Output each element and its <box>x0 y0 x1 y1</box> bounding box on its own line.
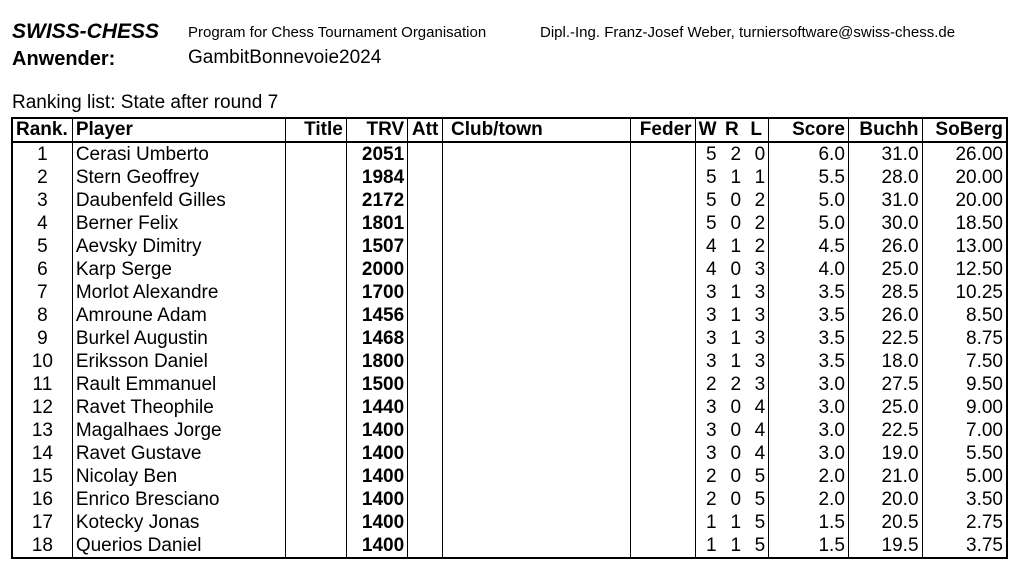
att-cell <box>408 258 443 281</box>
losses-cell: 3 <box>744 373 769 396</box>
ranking-table <box>11 117 1008 559</box>
col-header-rank: Rank. <box>12 118 72 142</box>
table-row <box>12 212 1007 235</box>
club-cell <box>442 511 630 534</box>
draws-cell: 2 <box>730 144 742 165</box>
losses-cell: 5 <box>744 488 769 511</box>
score-cell: 5.5 <box>769 166 849 189</box>
draws-cell: 1 <box>730 351 742 372</box>
score-cell: 3.0 <box>769 396 849 419</box>
score-cell: 1.5 <box>769 511 849 534</box>
score-cell: 2.0 <box>769 465 849 488</box>
buchholz-cell: 26.0 <box>848 304 922 327</box>
club-cell <box>442 189 630 212</box>
score-cell: 4.0 <box>769 258 849 281</box>
trv-cell: 1400 <box>346 534 407 558</box>
club-cell <box>442 235 630 258</box>
table-row <box>12 350 1007 373</box>
rank-cell: 4 <box>12 212 72 235</box>
wins-cell: 3 <box>695 304 720 327</box>
club-cell <box>442 142 630 166</box>
table-row <box>12 396 1007 419</box>
trv-cell: 1456 <box>346 304 407 327</box>
player-cell: Rault Emmanuel <box>72 373 285 396</box>
program-description: Program for Chess Tournament Organisation <box>188 24 487 41</box>
score-cell: 2.0 <box>769 488 849 511</box>
draws-cell: 0 <box>730 397 742 418</box>
trv-cell: 1400 <box>346 442 407 465</box>
draws-cell: 2 <box>730 374 742 395</box>
sonneborn-berger-cell: 20.00 <box>922 166 1007 189</box>
feder-cell <box>631 488 695 511</box>
club-cell <box>442 373 630 396</box>
sonneborn-berger-cell: 20.00 <box>922 189 1007 212</box>
losses-cell: 3 <box>744 304 769 327</box>
att-cell <box>408 327 443 350</box>
sonneborn-berger-cell: 7.00 <box>922 419 1007 442</box>
rank-cell: 1 <box>12 142 72 166</box>
club-cell <box>442 419 630 442</box>
wins-cell: 5 <box>695 166 720 189</box>
losses-cell: 4 <box>744 442 769 465</box>
losses-cell: 3 <box>744 258 769 281</box>
ranking-subtitle: Ranking list: State after round 7 <box>12 92 279 113</box>
losses-cell: 0 <box>744 142 769 166</box>
rank-cell: 17 <box>12 511 72 534</box>
table-row <box>12 327 1007 350</box>
draws-cell: 1 <box>730 328 742 349</box>
club-cell <box>442 258 630 281</box>
col-header-l: L <box>744 118 769 142</box>
buchholz-cell: 26.0 <box>848 235 922 258</box>
att-cell <box>408 465 443 488</box>
score-cell: 6.0 <box>769 142 849 166</box>
draws-cell: 0 <box>730 190 742 211</box>
draws-cell: 1 <box>730 282 742 303</box>
table-row <box>12 142 1007 166</box>
att-cell <box>408 304 443 327</box>
table-row <box>12 511 1007 534</box>
title-cell <box>285 442 346 465</box>
losses-cell: 5 <box>744 511 769 534</box>
col-header-soberg: SoBerg <box>922 118 1007 142</box>
title-cell <box>285 373 346 396</box>
table-row <box>12 235 1007 258</box>
losses-cell: 3 <box>744 327 769 350</box>
col-header-att: Att <box>408 118 443 142</box>
feder-cell <box>631 166 695 189</box>
buchholz-cell: 22.5 <box>848 327 922 350</box>
feder-cell <box>631 465 695 488</box>
title-cell <box>285 142 346 166</box>
score-cell: 3.0 <box>769 373 849 396</box>
feder-cell <box>631 189 695 212</box>
att-cell <box>408 350 443 373</box>
wins-cell: 4 <box>695 258 720 281</box>
draws-cell: 1 <box>730 305 742 326</box>
rank-cell: 11 <box>12 373 72 396</box>
att-cell <box>408 534 443 558</box>
title-cell <box>285 350 346 373</box>
sonneborn-berger-cell: 3.75 <box>922 534 1007 558</box>
att-cell <box>408 281 443 304</box>
col-header-player: Player <box>72 118 285 142</box>
draws-cell: 1 <box>730 167 742 188</box>
sonneborn-berger-cell: 9.00 <box>922 396 1007 419</box>
trv-cell: 1700 <box>346 281 407 304</box>
feder-cell <box>631 511 695 534</box>
trv-cell: 1400 <box>346 488 407 511</box>
rank-cell: 15 <box>12 465 72 488</box>
att-cell <box>408 142 443 166</box>
buchholz-cell: 28.0 <box>848 166 922 189</box>
title-cell <box>285 534 346 558</box>
title-cell <box>285 212 346 235</box>
draws-cell: 0 <box>730 443 742 464</box>
title-cell <box>285 281 346 304</box>
trv-cell: 1400 <box>346 465 407 488</box>
wins-cell: 5 <box>695 189 720 212</box>
col-header-r: R <box>720 118 745 142</box>
rank-cell: 18 <box>12 534 72 558</box>
sonneborn-berger-cell: 10.25 <box>922 281 1007 304</box>
club-cell <box>442 442 630 465</box>
player-cell: Nicolay Ben <box>72 465 285 488</box>
app-title: SWISS-CHESS <box>12 20 160 43</box>
buchholz-cell: 31.0 <box>848 142 922 166</box>
wins-cell: 3 <box>695 327 720 350</box>
rank-cell: 5 <box>12 235 72 258</box>
buchholz-cell: 18.0 <box>848 350 922 373</box>
title-cell <box>285 465 346 488</box>
sonneborn-berger-cell: 12.50 <box>922 258 1007 281</box>
draws-cell: 0 <box>730 259 742 280</box>
score-cell: 3.5 <box>769 304 849 327</box>
feder-cell <box>631 534 695 558</box>
wins-cell: 3 <box>695 350 720 373</box>
col-header-title: Title <box>285 118 346 142</box>
losses-cell: 4 <box>744 396 769 419</box>
sonneborn-berger-cell: 18.50 <box>922 212 1007 235</box>
score-cell: 3.0 <box>769 442 849 465</box>
rank-cell: 8 <box>12 304 72 327</box>
col-header-feder: Feder <box>631 118 695 142</box>
buchholz-cell: 27.5 <box>848 373 922 396</box>
buchholz-cell: 30.0 <box>848 212 922 235</box>
att-cell <box>408 419 443 442</box>
wins-cell: 5 <box>695 142 720 166</box>
club-cell <box>442 396 630 419</box>
buchholz-cell: 31.0 <box>848 189 922 212</box>
trv-cell: 2000 <box>346 258 407 281</box>
losses-cell: 5 <box>744 534 769 558</box>
att-cell <box>408 511 443 534</box>
wins-cell: 5 <box>695 212 720 235</box>
draws-cell: 0 <box>730 489 742 510</box>
header-row <box>12 118 1007 142</box>
draws-cell: 1 <box>720 534 745 558</box>
feder-cell <box>631 142 695 166</box>
club-cell <box>442 350 630 373</box>
player-cell: Aevsky Dimitry <box>72 235 285 258</box>
att-cell <box>408 166 443 189</box>
buchholz-cell: 25.0 <box>848 396 922 419</box>
rank-cell: 14 <box>12 442 72 465</box>
player-cell: Daubenfeld Gilles <box>72 189 285 212</box>
player-cell: Burkel Augustin <box>72 327 285 350</box>
club-cell <box>442 534 630 558</box>
wins-cell: 1 <box>695 534 720 558</box>
att-cell <box>408 488 443 511</box>
feder-cell <box>631 396 695 419</box>
table-row <box>12 304 1007 327</box>
trv-cell: 1500 <box>346 373 407 396</box>
sonneborn-berger-cell: 13.00 <box>922 235 1007 258</box>
score-cell: 3.5 <box>769 281 849 304</box>
sonneborn-berger-cell: 8.75 <box>922 327 1007 350</box>
player-cell: Querios Daniel <box>72 534 285 558</box>
att-cell <box>408 212 443 235</box>
att-cell <box>408 189 443 212</box>
sonneborn-berger-cell: 3.50 <box>922 488 1007 511</box>
trv-cell: 1440 <box>346 396 407 419</box>
trv-cell: 1400 <box>346 419 407 442</box>
player-cell: Magalhaes Jorge <box>72 419 285 442</box>
rank-cell: 13 <box>12 419 72 442</box>
draws-cell: 0 <box>730 213 742 234</box>
col-header-trv: TRV <box>346 118 407 142</box>
title-cell <box>285 258 346 281</box>
rank-cell: 6 <box>12 258 72 281</box>
rank-cell: 9 <box>12 327 72 350</box>
club-cell <box>442 212 630 235</box>
rank-cell: 2 <box>12 166 72 189</box>
feder-cell <box>631 419 695 442</box>
wins-cell: 3 <box>695 442 720 465</box>
col-header-club: Club/town <box>442 118 630 142</box>
sonneborn-berger-cell: 2.75 <box>922 511 1007 534</box>
author-info: Dipl.-Ing. Franz-Josef Weber, turniersoftware@swiss-chess.de <box>540 24 956 41</box>
feder-cell <box>631 304 695 327</box>
col-header-w: W <box>695 118 720 142</box>
player-cell: Cerasi Umberto <box>72 142 285 166</box>
wins-cell: 2 <box>695 488 720 511</box>
buchholz-cell: 19.0 <box>848 442 922 465</box>
att-cell <box>408 235 443 258</box>
rank-cell: 3 <box>12 189 72 212</box>
rank-cell: 16 <box>12 488 72 511</box>
trv-cell: 1507 <box>346 235 407 258</box>
club-cell <box>442 304 630 327</box>
score-cell: 5.0 <box>769 189 849 212</box>
rank-cell: 7 <box>12 281 72 304</box>
user-label: Anwender: <box>12 48 116 70</box>
player-cell: Amroune Adam <box>72 304 285 327</box>
buchholz-cell: 28.5 <box>848 281 922 304</box>
losses-cell: 3 <box>744 350 769 373</box>
score-cell: 3.0 <box>769 419 849 442</box>
losses-cell: 4 <box>744 419 769 442</box>
wins-cell: 2 <box>695 373 720 396</box>
att-cell <box>408 442 443 465</box>
table-row <box>12 442 1007 465</box>
rank-cell: 12 <box>12 396 72 419</box>
table-row <box>12 258 1007 281</box>
score-cell: 3.5 <box>769 327 849 350</box>
score-cell: 3.5 <box>769 350 849 373</box>
table-row <box>12 373 1007 396</box>
losses-cell: 1 <box>744 166 769 189</box>
table-row <box>12 189 1007 212</box>
title-cell <box>285 511 346 534</box>
wins-cell: 4 <box>695 235 720 258</box>
trv-cell: 2172 <box>346 189 407 212</box>
table-row <box>12 166 1007 189</box>
losses-cell: 2 <box>744 212 769 235</box>
table-row <box>12 419 1007 442</box>
sonneborn-berger-cell: 5.00 <box>922 465 1007 488</box>
buchholz-cell: 25.0 <box>848 258 922 281</box>
trv-cell: 1801 <box>346 212 407 235</box>
title-cell <box>285 235 346 258</box>
player-cell: Eriksson Daniel <box>72 350 285 373</box>
score-cell: 5.0 <box>769 212 849 235</box>
feder-cell <box>631 235 695 258</box>
wins-cell: 2 <box>695 465 720 488</box>
player-cell: Kotecky Jonas <box>72 511 285 534</box>
buchholz-cell: 20.0 <box>848 488 922 511</box>
trv-cell: 1800 <box>346 350 407 373</box>
feder-cell <box>631 281 695 304</box>
trv-cell: 1468 <box>346 327 407 350</box>
feder-cell <box>631 258 695 281</box>
sonneborn-berger-cell: 5.50 <box>922 442 1007 465</box>
draws-cell: 0 <box>730 420 742 441</box>
feder-cell <box>631 350 695 373</box>
buchholz-cell: 22.5 <box>848 419 922 442</box>
wins-cell: 1 <box>695 511 720 534</box>
losses-cell: 2 <box>744 189 769 212</box>
sonneborn-berger-cell: 7.50 <box>922 350 1007 373</box>
rank-cell: 10 <box>12 350 72 373</box>
draws-cell: 1 <box>730 236 742 257</box>
table-row <box>12 534 1007 558</box>
sonneborn-berger-cell: 9.50 <box>922 373 1007 396</box>
title-cell <box>285 396 346 419</box>
club-cell <box>442 465 630 488</box>
club-cell <box>442 166 630 189</box>
club-cell <box>442 281 630 304</box>
wins-cell: 3 <box>695 281 720 304</box>
wins-cell: 3 <box>695 419 720 442</box>
title-cell <box>285 304 346 327</box>
score-cell: 4.5 <box>769 235 849 258</box>
player-cell: Karp Serge <box>72 258 285 281</box>
score-cell: 1.5 <box>769 534 849 558</box>
att-cell <box>408 373 443 396</box>
buchholz-cell: 20.5 <box>848 511 922 534</box>
player-cell: Berner Felix <box>72 212 285 235</box>
wins-cell: 3 <box>695 396 720 419</box>
player-cell: Enrico Bresciano <box>72 488 285 511</box>
title-cell <box>285 419 346 442</box>
draws-cell: 1 <box>730 512 742 533</box>
feder-cell <box>631 373 695 396</box>
att-cell <box>408 396 443 419</box>
title-cell <box>285 166 346 189</box>
sonneborn-berger-cell: 26.00 <box>922 142 1007 166</box>
feder-cell <box>631 212 695 235</box>
col-header-score: Score <box>769 118 849 142</box>
player-cell: Stern Geoffrey <box>72 166 285 189</box>
trv-cell: 2051 <box>346 142 407 166</box>
table-row <box>12 465 1007 488</box>
player-cell: Ravet Gustave <box>72 442 285 465</box>
club-cell <box>442 327 630 350</box>
losses-cell: 2 <box>744 235 769 258</box>
club-cell <box>442 488 630 511</box>
table-row <box>12 281 1007 304</box>
buchholz-cell: 21.0 <box>848 465 922 488</box>
col-header-buchh: Buchh <box>848 118 922 142</box>
losses-cell: 3 <box>744 281 769 304</box>
losses-cell: 5 <box>744 465 769 488</box>
draws-cell: 0 <box>730 466 742 487</box>
player-cell: Ravet Theophile <box>72 396 285 419</box>
title-cell <box>285 189 346 212</box>
title-cell <box>285 327 346 350</box>
feder-cell <box>631 327 695 350</box>
user-value: GambitBonnevoie2024 <box>188 47 382 68</box>
feder-cell <box>631 442 695 465</box>
trv-cell: 1400 <box>346 511 407 534</box>
player-cell: Morlot Alexandre <box>72 281 285 304</box>
trv-cell: 1984 <box>346 166 407 189</box>
title-cell <box>285 488 346 511</box>
table-row <box>12 488 1007 511</box>
sonneborn-berger-cell: 8.50 <box>922 304 1007 327</box>
buchholz-cell: 19.5 <box>848 534 922 558</box>
